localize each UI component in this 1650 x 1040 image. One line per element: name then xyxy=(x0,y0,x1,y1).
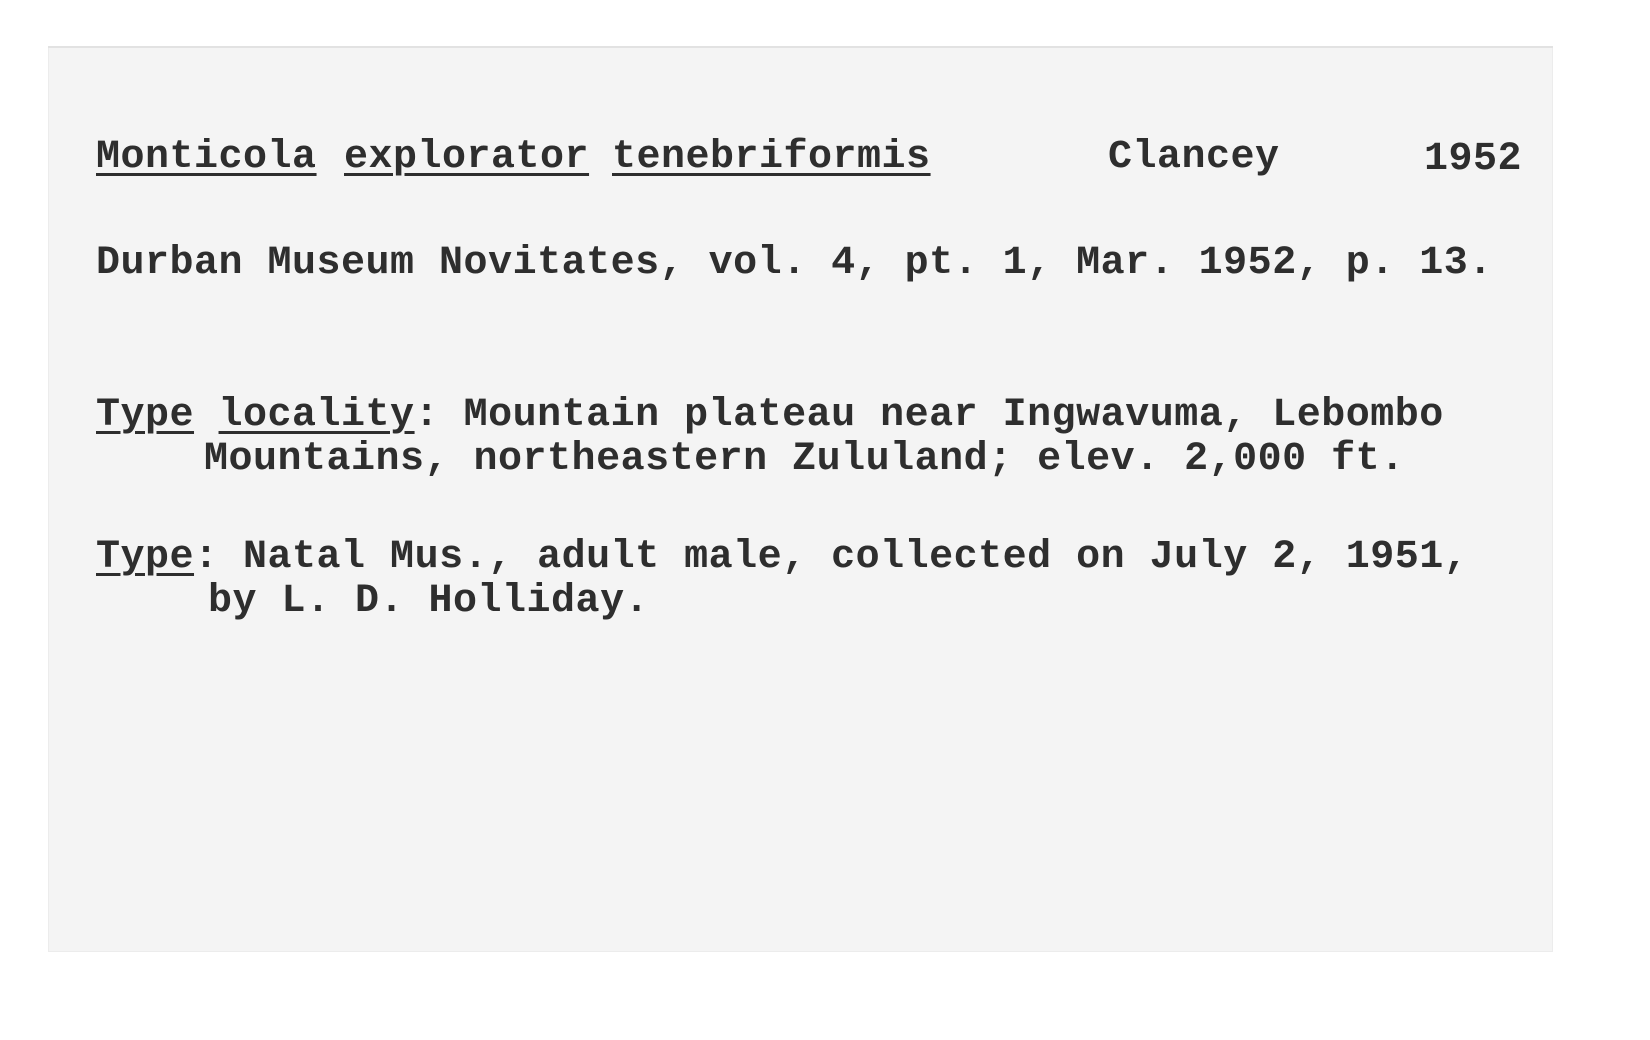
type-locality-line-2: Mountains, northeastern Zululand; elev. 2,000 ft. xyxy=(204,437,1405,482)
type-line-2: by L. D. Holliday. xyxy=(208,579,650,624)
citation: Durban Museum Novitates, vol. 4, pt. 1, Mar. 1952, p. 13. xyxy=(96,241,1493,286)
type-label: Type xyxy=(96,535,195,580)
type-locality-label-word-1: Type xyxy=(96,393,195,438)
type-line-1 xyxy=(96,535,1469,580)
author-name: Clancey xyxy=(1108,135,1280,180)
species-name: explorator xyxy=(344,135,590,180)
card-edge xyxy=(48,46,1553,48)
type-locality-label-word-2: locality xyxy=(218,393,415,438)
index-card xyxy=(48,46,1553,952)
type-locality-line-1 xyxy=(96,393,1444,438)
subspecies-name: tenebriformis xyxy=(612,135,931,180)
genus-name: Monticola xyxy=(96,135,317,180)
type-text-1: Natal Mus., adult male, collected on July 2, 1951, xyxy=(218,535,1469,580)
type-locality-text-1: Mountain plateau near Ingwavuma, Lebombo xyxy=(439,393,1444,438)
type-colon: : xyxy=(194,535,219,580)
publication-year: 1952 xyxy=(1424,137,1523,182)
type-locality-colon: : xyxy=(414,393,440,438)
